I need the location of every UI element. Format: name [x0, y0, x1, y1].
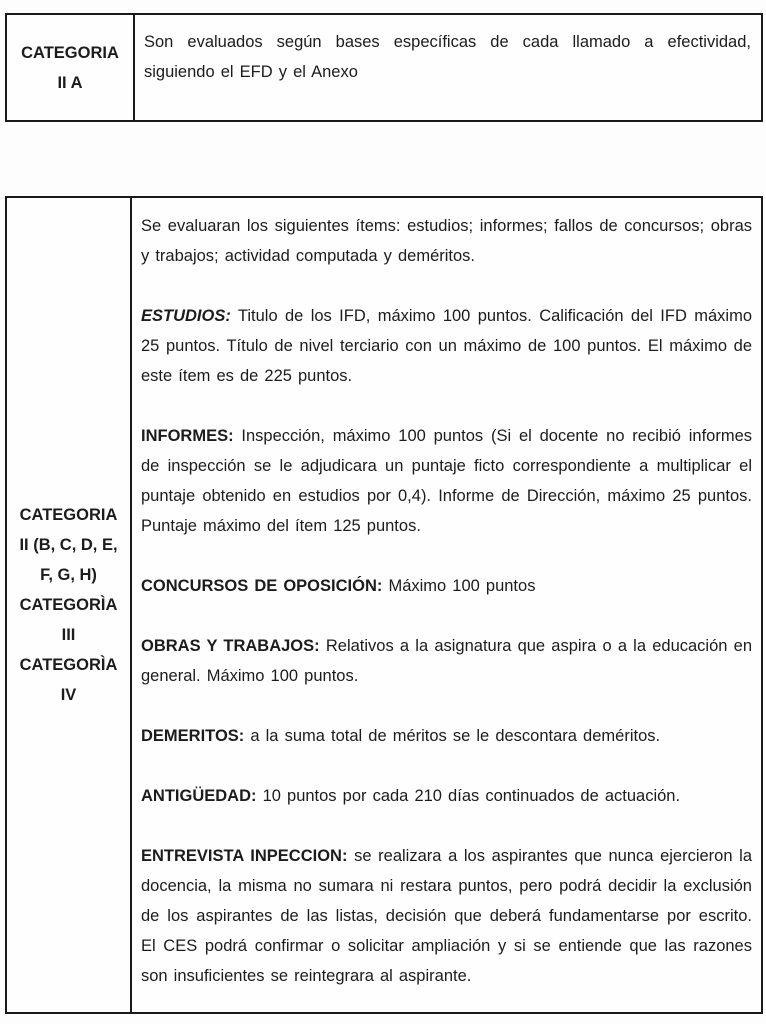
category-line: IV: [60, 686, 77, 704]
category-line: F, G, H): [40, 566, 97, 584]
category-line: CATEGORÌA: [19, 596, 118, 614]
paragraph-informes: [141, 421, 752, 541]
paragraph-body: Relativos a la asignatura que aspira o a la educación en general. Máximo 100 puntos.: [141, 637, 753, 685]
category-line: CATEGORIA: [19, 506, 118, 524]
paragraph-body: 10 puntos por cada 210 días continuados de actuación.: [256, 787, 681, 805]
category-line: II A: [57, 73, 83, 92]
paragraph-heading: ANTIGÜEDAD:: [141, 787, 257, 805]
category-line: III: [61, 626, 76, 644]
paragraph-heading: ESTUDIOS:: [141, 307, 231, 325]
paragraph-heading: INFORMES:: [141, 427, 234, 445]
paragraph-body: Titulo de los IFD, máximo 100 puntos. Calificación del IFD máximo 25 puntos. Título de nivel terciario con un máximo de 100 puntos. El máximo de este ítem es de 225 puntos.: [141, 307, 752, 385]
paragraph-heading: CONCURSOS DE OPOSICIÓN:: [141, 577, 383, 595]
table-categorias-ii-iii-iv: [5, 196, 763, 1014]
paragraph-intro: [141, 211, 752, 271]
category-iia-cell: [7, 15, 135, 120]
paragraph-estudios: [141, 301, 752, 391]
paragraph-body: Máximo 100 puntos: [382, 577, 536, 595]
paragraph-body: a la suma total de méritos se le descontara deméritos.: [244, 727, 661, 745]
category-line: II (B, C, D, E,: [19, 536, 118, 554]
categories-cell: [7, 198, 132, 1012]
category-line: CATEGORÌA: [19, 656, 118, 674]
table-categoria-iia: [5, 13, 763, 122]
categories-description-cell: [132, 198, 761, 1012]
paragraph-concursos: [141, 571, 752, 601]
paragraph-heading: ENTREVISTA INPECCION:: [141, 847, 348, 865]
category-line: CATEGORIA: [21, 43, 119, 62]
paragraph-body: Inspección, máximo 100 puntos (Si el docente no recibió informes de inspección se le adjudicara un puntaje ficto correspondiente a multiplicar el puntaje obtenido en estudios por 0,4). Informe de Dirección, máximo 25 puntos. Puntaje máximo del ítem 125 puntos.: [141, 427, 752, 535]
paragraph-demeritos: [141, 721, 752, 751]
paragraph-antiguedad: [141, 781, 752, 811]
paragraph-entrevista: [141, 841, 752, 991]
paragraph-obras: [141, 631, 752, 691]
paragraph-heading: DEMERITOS:: [141, 727, 245, 745]
category-iia-description-cell: [135, 15, 761, 120]
paragraph: Son evaluados según bases específicas de cada llamado a efectividad, siguiendo el EFD y el Anexo: [144, 33, 751, 81]
paragraph-body: Se evaluaran los siguientes ítems: estudios; informes; fallos de concursos; obras y trabajos; actividad computada y deméritos.: [141, 217, 752, 265]
paragraph-heading: OBRAS Y TRABAJOS:: [141, 637, 320, 655]
paragraph-body: se realizara a los aspirantes que nunca ejercieron la docencia, la misma no sumara ni restara puntos, pero podrá decidir la exclusión de los aspirantes de las listas, decisión que deberá fundamentarse por escrito. El CES podrá confirmar o solicitar ampliación y si se entiende que las razones son insuficientes se reintegrara al aspirante.: [141, 847, 753, 985]
